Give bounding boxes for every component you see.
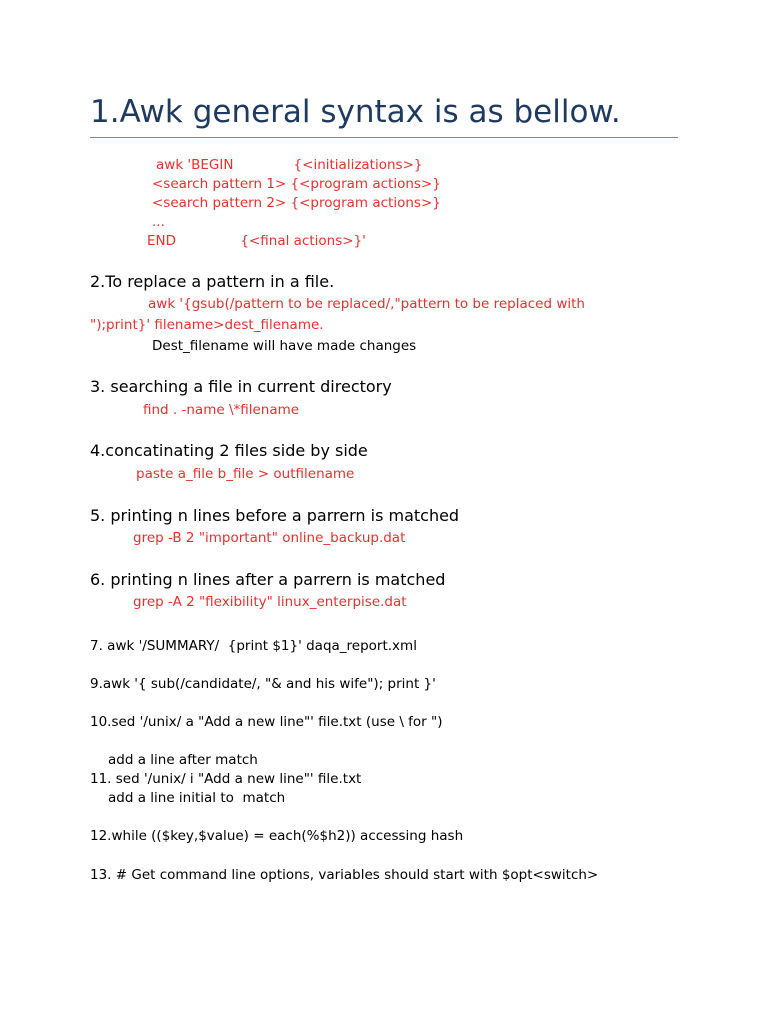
section-2-note: Dest_filename will have made changes <box>152 338 417 354</box>
section-4-heading: 4.concatinating 2 files side by side <box>90 441 368 460</box>
section-2-code-line-2: ");print}' filename>dest_filename. <box>90 317 324 333</box>
item-10-note: add a line after match <box>108 752 258 768</box>
page-title: 1.Awk general syntax is as bellow. <box>90 94 621 130</box>
section-6-code: grep -A 2 "flexibility" linux_enterpise.dat <box>133 594 407 610</box>
awk-syntax-ellipsis-line: ... <box>152 214 165 230</box>
item-12: 12.while (($key,$value) = each(%$h2)) accessing hash <box>90 828 464 844</box>
section-5-heading: 5. printing n lines before a parrern is matched <box>90 506 460 525</box>
item-11-note: add a line initial to match <box>108 790 286 806</box>
item-7: 7. awk '/SUMMARY/ {print $1}' daqa_report.xml <box>90 638 417 654</box>
awk-syntax-begin-line: awk 'BEGIN {<initializations>} <box>156 157 423 173</box>
section-5-code: grep -B 2 "important" online_backup.dat <box>133 530 406 546</box>
section-2-code-line-1: awk '{gsub(/pattern to be replaced/,"pattern to be replaced with <box>148 296 585 312</box>
section-4-code: paste a_file b_file > outfilename <box>136 466 355 482</box>
item-9: 9.awk '{ sub(/candidate/, "& and his wife"); print }' <box>90 676 436 692</box>
section-6-heading: 6. printing n lines after a parrern is matched <box>90 570 446 589</box>
title-underline <box>90 137 678 138</box>
section-3-heading: 3. searching a file in current directory <box>90 377 392 396</box>
awk-syntax-end-line: END {<final actions>}' <box>147 233 366 249</box>
awk-syntax-pattern2-line: <search pattern 2> {<program actions>} <box>152 195 441 211</box>
item-11: 11. sed '/unix/ i "Add a new line"' file.txt <box>90 771 362 787</box>
awk-syntax-pattern1-line: <search pattern 1> {<program actions>} <box>152 176 441 192</box>
item-10: 10.sed '/unix/ a "Add a new line"' file.txt (use \ for ") <box>90 714 443 730</box>
item-13: 13. # Get command line options, variables should start with $opt<switch> <box>90 867 599 883</box>
section-2-heading: 2.To replace a pattern in a file. <box>90 272 335 291</box>
section-3-code: find . -name \*filename <box>143 402 300 418</box>
